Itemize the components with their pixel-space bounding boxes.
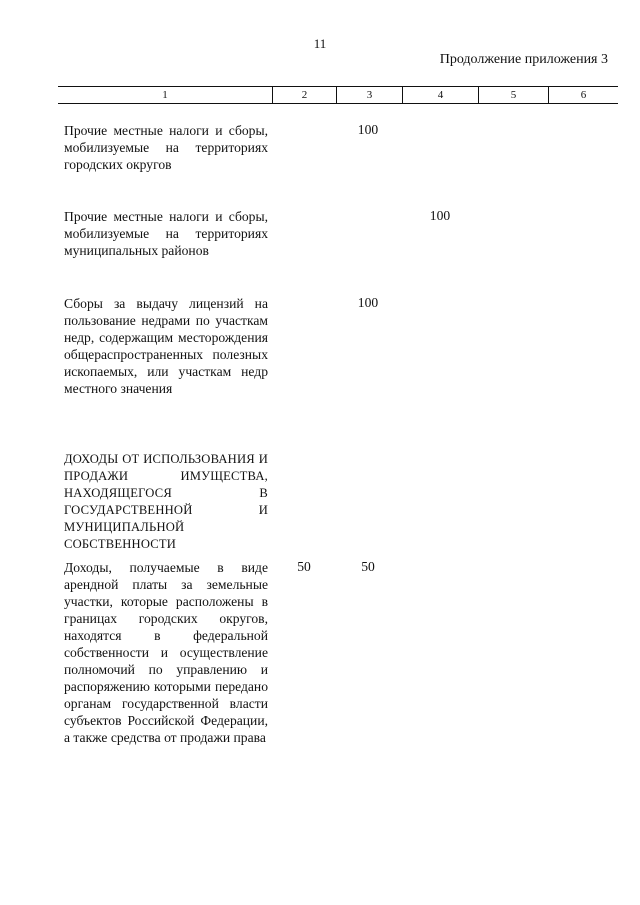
header-col-4: 4: [402, 87, 478, 103]
table-row-text: Прочие местные налоги и сборы, мобилизуемые на территориях городских округов: [64, 123, 268, 172]
header-col-1: 1: [162, 89, 168, 101]
header-col-2: 2: [272, 87, 336, 103]
table-row-text: Прочие местные налоги и сборы, мобилизуемые на территориях муниципальных районов: [64, 209, 268, 258]
header-col-6: 6: [548, 87, 618, 103]
row-value-col3: 100: [357, 295, 379, 310]
row-value-col3: 100: [357, 122, 379, 137]
section-heading: ДОХОДЫ ОТ ИСПОЛЬЗОВАНИЯ И ПРОДАЖИ ИМУЩЕСТВА, НАХОДЯЩЕГОСЯ В ГОСУДАРСТВЕННОЙ И МУНИЦИПАЛЬНОЙ СОБСТВЕННОСТИ: [64, 452, 268, 551]
continuation-label: Продолжение приложения 3: [439, 52, 608, 67]
page-number: 11: [313, 36, 327, 51]
table-row-text: Сборы за выдачу лицензий на пользование недрами по участкам недр, содержащим месторождения общераспространенных полезных ископаемых, или участкам недр местного значения: [64, 296, 268, 396]
row-value-col2: 50: [297, 559, 311, 574]
table-row-text: Доходы, получаемые в виде арендной платы за земельные участки, которые расположены в границах городских округов, находятся в федеральной собственности и осуществление полномочий по управлению и распоряжению которыми передано органам государственной власти субъектов Российской Федерации, а также средства от продажи права: [64, 560, 268, 745]
row-value-col4: 100: [429, 208, 451, 223]
header-col-3: 3: [336, 87, 402, 103]
table-header: [58, 86, 618, 104]
header-col-5: 5: [478, 87, 548, 103]
row-value-col3: 50: [361, 559, 375, 574]
